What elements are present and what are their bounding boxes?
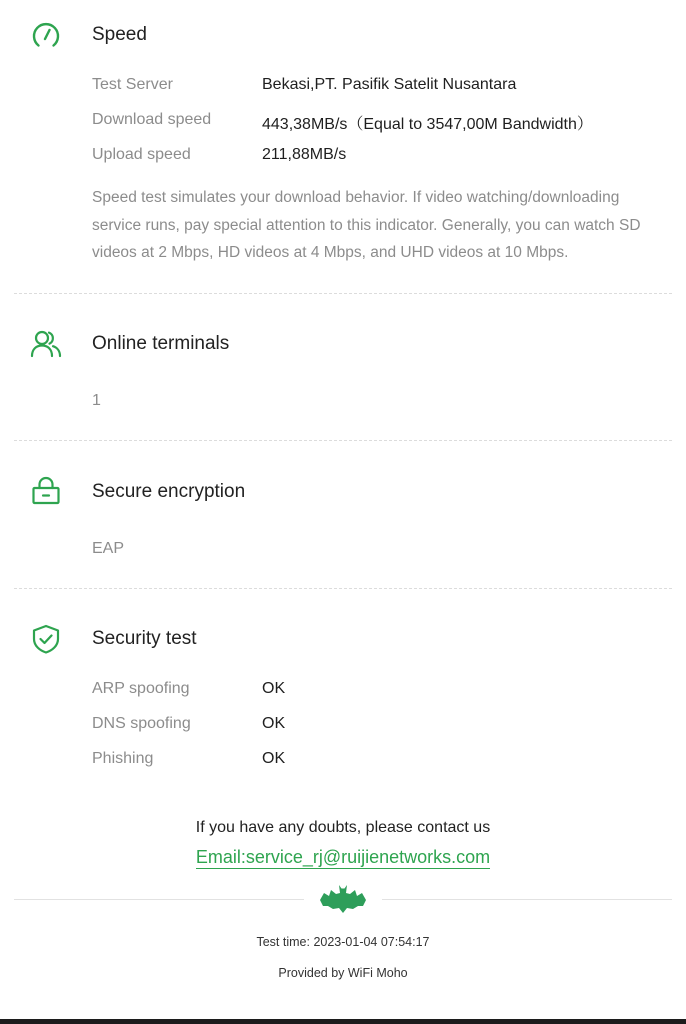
section-divider — [14, 293, 672, 294]
speed-title: Speed — [92, 24, 147, 45]
speed-row-test-server — [92, 76, 672, 100]
encryption-title: Secure encryption — [92, 481, 246, 502]
speed-description: Speed test simulates your download behavior. If video watching/downloading service runs, pay special attention to this indicator. Generally, you can watch SD videos at 2 Mbps, HD videos at 4 Mbps, and UHD videos at 10 Mbps. — [92, 189, 641, 261]
row-value: 211,88MB/s — [262, 146, 347, 163]
test-time: Test time: 2023-01-04 07:54:17 — [256, 935, 430, 949]
row-value: OK — [262, 680, 286, 697]
security-row-phishing — [92, 750, 672, 774]
security-title: Security test — [92, 628, 197, 649]
footer-divider-left — [14, 899, 304, 900]
section-divider — [14, 588, 672, 589]
section-divider — [14, 440, 672, 441]
terminals-title: Online terminals — [92, 333, 230, 354]
users-icon — [30, 328, 62, 360]
row-value: Bekasi,PT. Pasifik Satelit Nusantara — [262, 76, 517, 93]
row-label: Test Server — [92, 76, 173, 93]
row-label: Phishing — [92, 750, 154, 767]
email-link-container — [0, 847, 686, 868]
provided-by: Provided by WiFi Moho — [278, 966, 408, 980]
bottom-edge-bar — [0, 1019, 686, 1024]
encryption-value: EAP — [92, 540, 125, 557]
bat-logo-icon — [319, 884, 367, 914]
speed-row-upload — [92, 146, 672, 170]
speed-row-download — [92, 111, 672, 135]
terminals-count: 1 — [92, 392, 101, 409]
speedometer-icon — [30, 19, 62, 51]
lock-icon — [30, 475, 62, 507]
row-value: 443,38MB/s（Equal to 3547,00M Bandwidth） — [262, 116, 593, 133]
row-label: DNS spoofing — [92, 715, 191, 732]
row-label: Upload speed — [92, 146, 191, 163]
row-value: OK — [262, 715, 286, 732]
email-link[interactable]: Email:service_rj@ruijienetworks.com — [195, 847, 491, 867]
contact-text: If you have any doubts, please contact us — [195, 819, 491, 836]
row-value: OK — [262, 750, 286, 767]
shield-check-icon — [30, 623, 62, 655]
row-label: Download speed — [92, 111, 212, 128]
security-row-dns — [92, 715, 672, 739]
row-label: ARP spoofing — [92, 680, 190, 697]
security-row-arp — [92, 680, 672, 704]
footer-divider-right — [382, 899, 672, 900]
